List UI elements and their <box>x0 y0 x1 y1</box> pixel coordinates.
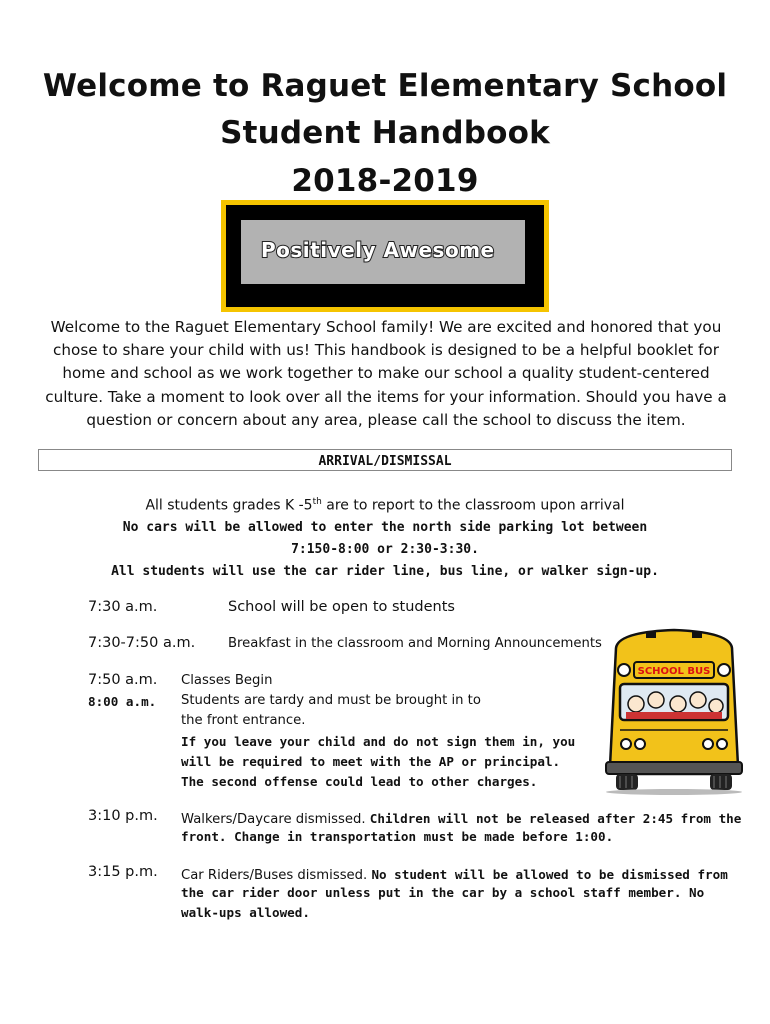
intro-paragraph <box>40 316 732 432</box>
desc-310-bold: Children will not be released after 2:45 from the <box>369 811 742 826</box>
time-730-750: 7:30-7:50 a.m. <box>88 635 196 651</box>
page-subtitle: Student Handbook <box>220 115 550 151</box>
desc-800-line: Students are tardy and must be brought in to <box>181 693 481 708</box>
desc-315-bold: No student will be allowed to be dismissed from <box>371 867 728 882</box>
banner-text: Positively Awesome <box>261 238 495 262</box>
intro-line: culture. Take a moment to look over all the items for your information. Should you have a <box>45 387 727 406</box>
intro-line: chose to share your child with us! This handbook is designed to be a helpful booklet for <box>53 341 719 360</box>
time-800: 8:00 a.m. <box>88 694 157 709</box>
section-heading: ARRIVAL/DISMISSAL <box>318 454 452 469</box>
desc-315-line2: the car rider door unless put in the car by a school staff member. No <box>181 885 705 900</box>
desc-315-line3: walk-ups allowed. <box>181 905 310 920</box>
intro-line: home and school as we work together to make our school a quality student-centered <box>62 364 710 383</box>
desc-750: Classes Begin <box>181 673 273 688</box>
desc-800-bold: The second offense could lead to other charges. <box>181 774 538 789</box>
time-750: 7:50 a.m. <box>88 672 158 688</box>
desc-730-750: Breakfast in the classroom and Morning Announcements <box>228 636 602 651</box>
arrival-text: are to report to the classroom upon arrival <box>321 497 625 514</box>
desc-315 <box>181 864 728 883</box>
arrival-text: All students grades K -5 <box>145 497 313 514</box>
desc-310-plain: Walkers/Daycare dismissed. <box>181 812 370 827</box>
bus-sign-text: SCHOOL BUS <box>637 666 711 677</box>
intro-line: question or concern about any area, please call the school to discuss the item. <box>86 410 686 429</box>
parking-rule: No cars will be allowed to enter the north side parking lot between <box>122 520 648 535</box>
time-730: 7:30 a.m. <box>88 599 158 615</box>
desc-800-line: the front entrance. <box>181 713 306 728</box>
superscript: th <box>312 497 322 507</box>
desc-310-line2: front. Change in transportation must be made before 1:00. <box>181 829 614 844</box>
intro-line: Welcome to the Raguet Elementary School family! We are excited and honored that you <box>50 318 722 336</box>
section-heading-box <box>38 449 732 471</box>
page-title: Welcome to Raguet Elementary School <box>42 68 728 104</box>
desc-800-bold: will be required to meet with the AP or principal. <box>181 754 561 769</box>
desc-315-plain: Car Riders/Buses dismissed. <box>181 868 372 883</box>
positively-awesome-banner <box>221 200 549 312</box>
time-315: 3:15 p.m. <box>88 864 158 880</box>
car-rider-rule: All students will use the car rider line, bus line, or walker sign-up. <box>111 564 659 579</box>
arrival-line <box>0 497 770 514</box>
time-310: 3:10 p.m. <box>88 808 158 824</box>
parking-times: 7:150-8:00 or 2:30-3:30. <box>291 542 479 557</box>
desc-310 <box>181 808 741 827</box>
school-bus-illustration <box>598 626 750 796</box>
school-year: 2018-2019 <box>291 163 479 199</box>
desc-730: School will be open to students <box>228 599 455 615</box>
desc-800-bold: If you leave your child and do not sign them in, you <box>181 734 576 749</box>
